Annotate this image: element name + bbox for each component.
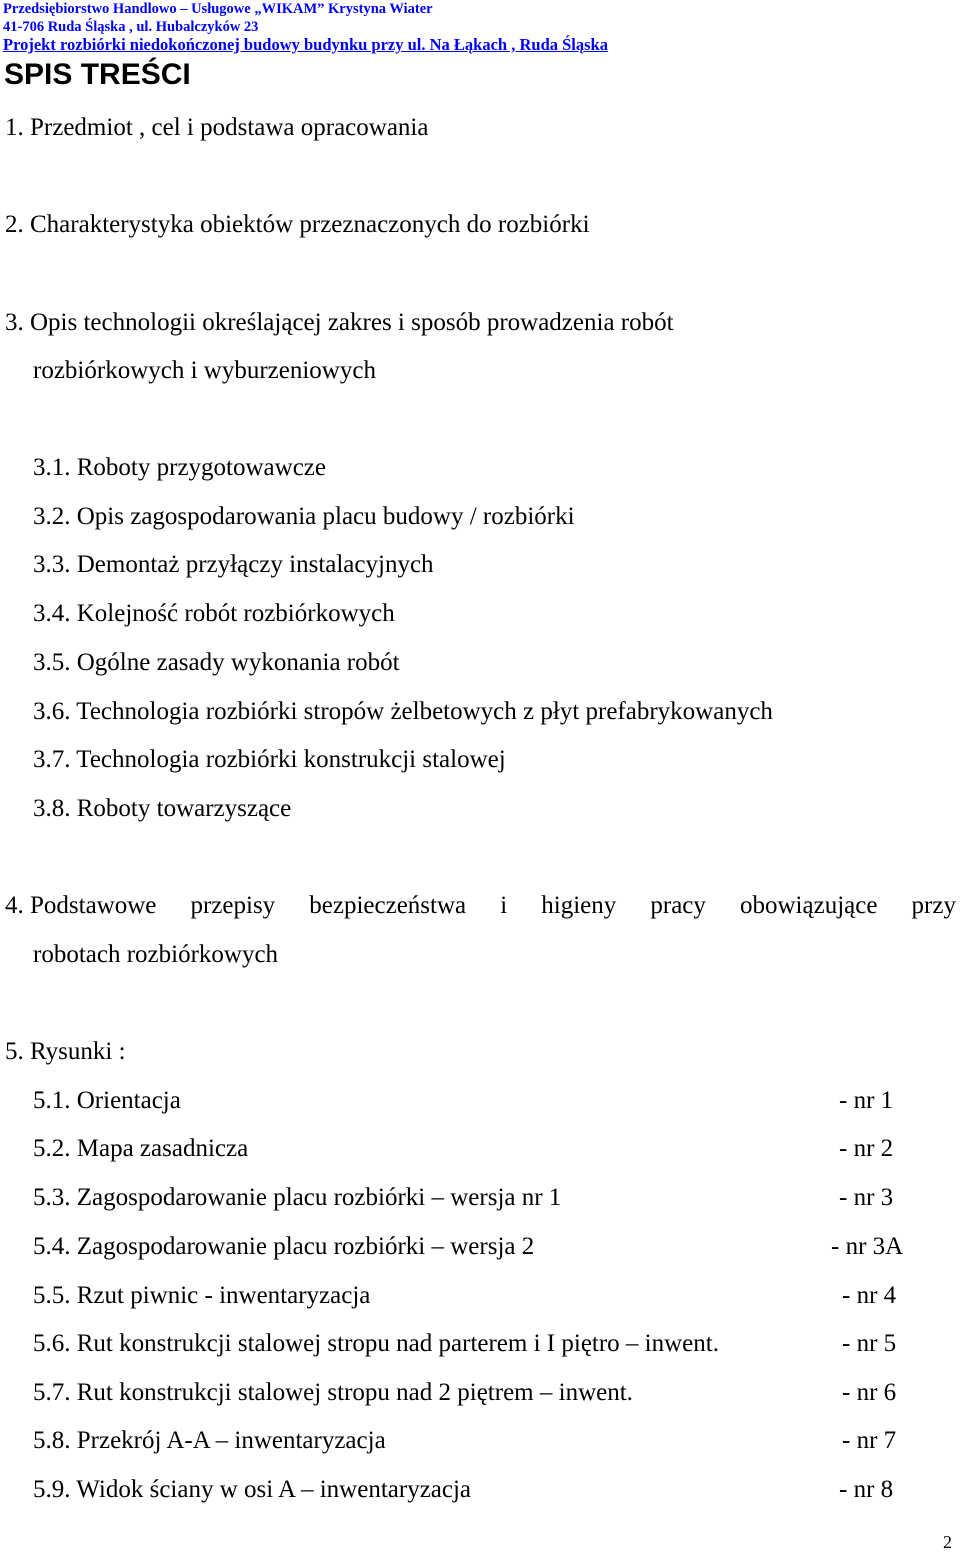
toc-item-4-word: bezpieczeństwa bbox=[309, 892, 467, 919]
drawing-item-5-4: 5.4. Zagospodarowanie placu rozbiórki – wersja 2 bbox=[33, 1233, 535, 1260]
toc-item-3-continued: rozbiórkowych i wyburzeniowych bbox=[33, 357, 376, 384]
company-address: 41-706 Ruda Śląska , ul. Hubalczyków 23 bbox=[3, 19, 259, 35]
toc-item-3-8: 3.8. Roboty towarzyszące bbox=[33, 795, 292, 822]
drawing-ref-5-9: - nr 8 bbox=[839, 1476, 894, 1503]
toc-item-5: 5. Rysunki : bbox=[5, 1038, 126, 1065]
drawing-ref-5-1: - nr 1 bbox=[839, 1087, 894, 1114]
company-name: Przedsiębiorstwo Handlowo – Usługowe „WIKAM” Krystyna Wiater bbox=[3, 1, 433, 17]
toc-item-4-word: przepisy bbox=[190, 892, 276, 919]
drawing-item-5-6: 5.6. Rut konstrukcji stalowej stropu nad parterem i I piętro – inwent. bbox=[33, 1330, 719, 1357]
toc-item-3-2: 3.2. Opis zagospodarowania placu budowy / rozbiórki bbox=[33, 503, 575, 530]
toc-item-3-3: 3.3. Demontaż przyłączy instalacyjnych bbox=[33, 551, 434, 578]
toc-item-1: 1. Przedmiot , cel i podstawa opracowania bbox=[5, 114, 429, 141]
drawing-ref-5-8: - nr 7 bbox=[842, 1427, 897, 1454]
drawing-item-5-8: 5.8. Przekrój A-A – inwentaryzacja bbox=[33, 1427, 386, 1454]
drawing-item-5-9: 5.9. Widok ściany w osi A – inwentaryzacja bbox=[33, 1476, 472, 1503]
toc-item-3: 3. Opis technologii określającej zakres i sposób prowadzenia robót bbox=[5, 309, 674, 336]
drawing-ref-5-5: - nr 4 bbox=[842, 1282, 897, 1309]
drawing-item-5-1: 5.1. Orientacja bbox=[33, 1087, 181, 1114]
page-title: SPIS TREŚCI bbox=[4, 58, 191, 91]
toc-item-2: 2. Charakterystyka obiektów przeznaczonych do rozbiórki bbox=[5, 211, 590, 238]
drawing-ref-5-7: - nr 6 bbox=[842, 1379, 897, 1406]
toc-item-4 bbox=[5, 891, 956, 921]
drawing-item-5-5: 5.5. Rzut piwnic - inwentaryzacja bbox=[33, 1282, 371, 1309]
toc-item-4-word: pracy bbox=[650, 892, 706, 919]
drawing-ref-5-6: - nr 5 bbox=[842, 1330, 897, 1357]
drawing-item-5-3: 5.3. Zagospodarowanie placu rozbiórki – wersja nr 1 bbox=[33, 1184, 562, 1211]
toc-item-3-5: 3.5. Ogólne zasady wykonania robót bbox=[33, 649, 400, 676]
toc-item-3-7: 3.7. Technologia rozbiórki konstrukcji stalowej bbox=[33, 746, 506, 773]
toc-item-4-word: obowiązujące bbox=[740, 892, 878, 919]
project-title: Projekt rozbiórki niedokończonej budowy budynku przy ul. Na Łąkach , Ruda Śląska bbox=[3, 35, 608, 54]
toc-item-4-continued: robotach rozbiórkowych bbox=[33, 941, 279, 968]
toc-item-4-word: 4. Podstawowe bbox=[5, 892, 157, 919]
drawing-item-5-2: 5.2. Mapa zasadnicza bbox=[33, 1135, 249, 1162]
drawing-ref-5-2: - nr 2 bbox=[839, 1135, 894, 1162]
page-header bbox=[3, 0, 608, 54]
drawing-ref-5-4: - nr 3A bbox=[831, 1233, 904, 1260]
toc-item-3-1: 3.1. Roboty przygotowawcze bbox=[33, 454, 326, 481]
toc-item-3-4: 3.4. Kolejność robót rozbiórkowych bbox=[33, 600, 395, 627]
toc-item-4-word: i bbox=[500, 892, 508, 919]
toc-item-3-6: 3.6. Technologia rozbiórki stropów żelbetowych z płyt prefabrykowanych bbox=[33, 698, 773, 725]
toc-item-4-word: higieny bbox=[541, 892, 617, 919]
drawing-ref-5-3: - nr 3 bbox=[839, 1184, 894, 1211]
drawing-item-5-7: 5.7. Rut konstrukcji stalowej stropu nad 2 piętrem – inwent. bbox=[33, 1379, 633, 1406]
toc-item-4-word: przy bbox=[911, 892, 956, 919]
page-number: 2 bbox=[943, 1532, 952, 1552]
